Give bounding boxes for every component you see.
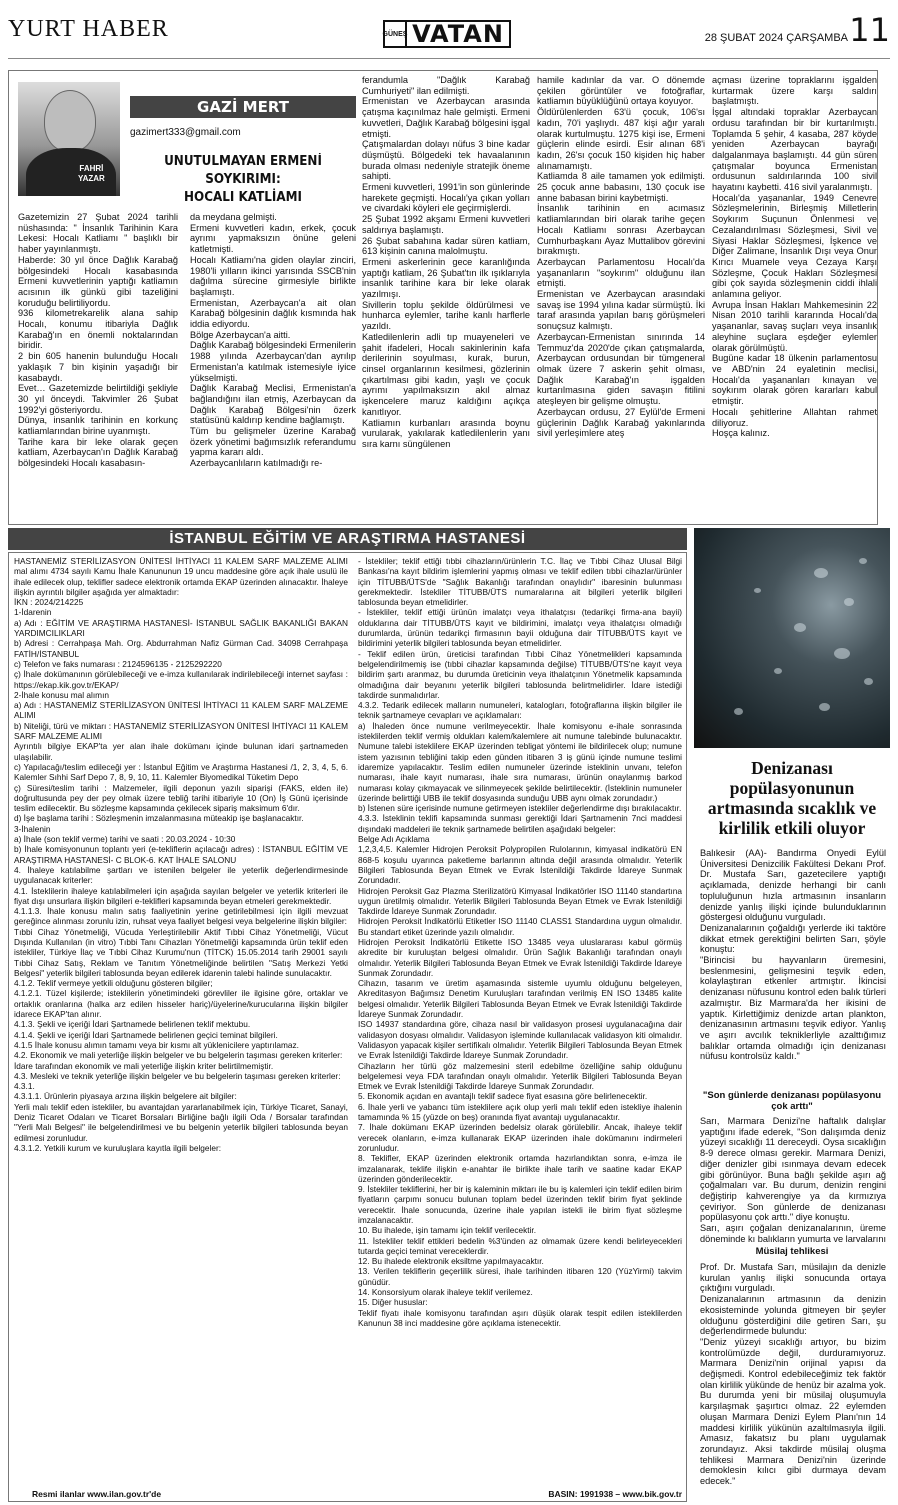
- ad-text-right: - İstekliler; teklif ettiği tıbbi cihazların/ürünlerin T.C. İlaç ve Tıbbi Cihaz Ulusal Bilgi Bankası'na kayıt bildirim işlemlerini yapmış olması ve teklif edilen tıbbi cihazlar/ürünler için TİTUBB/ÜTS'de "Sağlık Bakanlığı tarafından onaylıdır" ibaresinin bulunması gerekmektedir. İstekliler TİTUBB/ÜTS numaralarına ait bilgileri yeterlik bilgileri tablosunda beyan etmelidirler. - İstekliler, teklif ettiği ürünün imalatçı veya ithalatçısı (tedarikçi firma-ana bayii) olduklarına dair TİTUBB/ÜTS kayıt ve bildirimini, imalatçı veya ithalatçısı olmadığı durumlarda, ürünün tedarikçi firmasının bayii olduğuna dair TİTUBB/ÜTS kayıt ve bildirimini yeterlik bilgileri tablosunda beyan etmelidirler. - Teklif edilen ürün, üreticisi tarafından Tıbbi Cihaz Yönetmelikleri kapsamında belgelendirilmemiş ise (tıbbi cihazlar kapsamında değilse) TİTUBB/ÜTS'ne kayıt veya bildirim şartı aranmaz, bu durumda üreticinin veya ithalatçının Yönetmelik kapsamında olmadığına dair beyanını yeterlik bilgileri tablosunda belirtmelidirler. İdare istediği takdirde sunmalıdırlar. 4.3.2. Tedarik edilecek malların numuneleri, katalogları, fotoğraflarına ilişkin bilgiler ile teknik şartnameye cevapları ve açıklamaları: a) İhaleden önce numune verilmeyecektir. İhale komisyonu e-ihale sonrasında isteklilerden teklif vermiş oldukları kalem/kalemlere ait numune talebinde bulunacaktır. Numune talebi isteklilere EKAP üzerinden tebligat yöntemi ile bildirilecek olup; numune istem yazısının tebliğini takip eden günden itibaren 3 iş günü içinde numune teslimi idaremize yapılacaktır. Teslim edilen numuneler üzerinde isteklinin unvanı, telefon numarası, ihale kayıt numarası, ihale sıra numarası, ürünün onaylanmış barkod numarası kolay çıkmayacak ve silinmeyecek şekilde belirtilecektir. (İsteklinin numuneler üzerinde belirttiği UBB ile teklif dosyasında sunduğu UBB aynı olmak zorundadır.) b) İstenen süre içerisinde numune getirmeyen istekliler değerlendirme dışı bırakılacaktır. 4.3.3. İsteklinin teklifi kapsamında sunması gerektiği İdari Şartnamenin 7nci maddesi dışındaki maddeleri ile teknik şartnamede belirtilen aşağıdaki belgeler: Belge Adı Açıklama 1,2,3,4,5. Kalemler Hidrojen Peroksit Polypropilen Rulolarının, kimyasal indikatörü EN 868-5 koşulu uyarınca paketleme barlarının altında değil arasında olmalıdır. Yeterlik Bilgileri Tablosunda Beyan Etmek ve Evrak İstenildiği Takdirde İdareye Sunmak Zorundadır. Hidrojen Peroksit Gaz Plazma Sterilizatörü Kimyasal İndikatörler ISO 11140 standartına uygun üretilmiş olmalıdır. Yeterlik Bilgileri Tablosunda Beyan Etmek ve Evrak İstenildiği Takdirde İdareye Sunmak Zorundadır. Hidrojen Peroksit İndikatörlü Etiketler ISO 11140 CLASS1 Standardına uygun olmalıdır. Bu standart etiket üzerinde yazılı olmalıdır. Hidrojen Peroksit İndikatörlü Etikette ISO 13485 veya uluslararası kabul görmüş akredite bir kuruluştan belgesi olmalıdır. Ürün Sağlık Bakanlığı tarafından onaylı olmalıdır. Yeterlik Bilgileri Tablosunda Beyan Etmek ve Evrak İstenildiği Takdirde İdareye Sunmak Zorundadır. Cihazın, tasarım ve üretim aşamasında sistemle uyumlu olduğunu belgeleyen, Akreditasyon Bağımsız Denetim Kuruluşları tarafından verilmiş EN ISO 13485 kalite belgesi olmalıdır. Yeterlik Bilgileri Tablosunda Beyan Etmek ve Evrak İstenildiği Takdirde İdareye Sunmak Zorundadır. ISO 14937 standardına göre, cihaza nasıl bir validasyon prosesi uygulanacağına dair validasyon dosyası olmalıdır. Validasyon işleminde kullanılacak validasyon kiti olmalıdır. Validasyon yapacak kişiler sertifikalı olmalıdır. Yeterlik Bilgileri Tablosunda Beyan Etmek ve Evrak İstenildiği Takdirde İdareye Sunmak Zorundadır. Cihazların her türlü göz malzemesini steril edebilme özelliğine sahip olduğunu belgelemesi veya FDA tarafından onaylı olmalıdır. Yeterlik Bilgileri Tablosunda Beyan Etmek ve Evrak İstenildiği Takdirde İdareye Sunmak Zorundadır. 5. Ekonomik açıdan en avantajlı teklif sadece fiyat esasına göre belirlenecektir. 6. İhale yerli ve yabancı tüm isteklilere açık olup yerli malı teklif eden istekliye ihalenin tamamında % 15 (yüzde on beş) oranında fiyat avantajı uygulanacaktır. 7. İhale dokümanı EKAP üzerinden bedelsiz olarak görülebilir. Ancak, ihaleye teklif verecek olanların, e-imza kullanarak EKAP üzerinden ihale dokümanını indirmeleri zorunludur. 8. Teklifler, EKAP üzerinden elektronik ortamda hazırlandıktan sonra, e-imza ile imzalanarak, teklife ilişkin e-anahtar ile birlikte ihale tarih ve saatine kadar EKAP üzerinden gönderilecektir. 9. İstekliler tekliflerini, her bir iş kaleminin miktarı ile bu iş kalemleri için teklif edilen birim fiyatların çarpımı sonucu bulunan toplam bedel üzerinden teklif birim fiyat şeklinde verecektir. İhale sonucunda, üzerine ihale yapılan istekli ile birim fiyat sözleşme imzalanacaktır. 10. Bu ihalede, işin tamamı için teklif verilecektir. 11. İstekliler teklif ettikleri bedelin %3'ünden az olmamak üzere kendi belirleyecekleri tutarda geçici teminat vereceklerdir. 12. Bu ihalede elektronik eksiltme yapılmayacaktır. 13. Verilen tekliflerin geçerlilik süresi, ihale tarihinden itibaren 120 (YüzYirmi) takvim günüdür. 14. Konsorsiyum olarak ihaleye teklif verilemez. 15. Diğer hususlar: Teklif fiyatı ihale komisyonu tarafından aşırı düşük olarak tespit edilen isteklilerden Kanunun 38 inci maddesine göre açıklama istenecektir.: [358, 556, 682, 1328]
- column-title: UNUTULMAYAN ERMENİ SOYKIRIMI: HOCALI KATLİAMI: [164, 154, 322, 205]
- author-photo-head: [44, 90, 96, 152]
- news-subheading-2: Müsilaj tehlikesi: [755, 1246, 829, 1257]
- jellyfish-photo: [694, 528, 890, 748]
- author-email[interactable]: gazimert333@gmail.com: [130, 127, 241, 138]
- author-name: GAZİ MERT: [130, 96, 356, 118]
- page-number: 11: [849, 11, 890, 49]
- column-text-1: Gazetemizin 27 Şubat 2024 tarihli nüshasında: " İnsanlık Tarihinin Kara Lekesi: Hocalı Katliamı " başlıklı bir haber yayınlanmıştı. Haberde: 30 yıl önce Dağlık Karabağ bölgesindeki Hocalı kasabasında Ermeni kuvvetlerinin yaptığı katliamın acısının ilk günkü gibi tazeliğini koruduğu belirtiliyordu. 936 kilometrekarelik alana sahip Hocalı, konumu itibariyla Dağlık Karabağ'ın en önemli noktalarından biridir. 2 bin 605 hanenin bulunduğu Hocalı yaklaşık 7 bin kişinin yaşadığı bir kasabaydı. Evet… Gazetemizde belirtildiği şekliyle 30 yıl önceydi. Takvimler 26 Şubat 1992'yi gösteriyordu. Dünya, insanlık tarihinin en korkunç katliamlarından birine uyanmıştı. Tarihe kara bir leke olarak geçen katliam, Azerbaycan'ın Dağlık Karabağ bölgesindeki Hocalı kasabasın-: [18, 212, 178, 469]
- ad-text-left: HASTANEMİZ STERİLİZASYON ÜNİTESİ İHTİYACI 11 KALEM SARF MALZEME ALIMI mal alımı 4734 sayılı Kamu İhale Kanununun 19 uncu maddesine göre açık ihale usulü ile ihale edilecek olup, teklifler sadece elektronik ortamda EKAP üzerinden alınacaktır. İhaleye ilişkin ayrıntılı bilgiler aşağıda yer almaktadır: İKN : 2024/214225 1-İdarenin a) Adı : EĞİTİM VE ARAŞTIRMA HASTANESİ- İSTANBUL SAĞLIK BAKANLIĞI BAKAN YARDIMCILIKLARI b) Adresi : Cerrahpaşa Mah. Org. Abdurrahman Nafiz Gürman Cad. 34098 Cerrahpaşa FATİH/İSTANBUL c) Telefon ve faks numarası : 2124596135 - 2125292220 ç) İhale dokümanının görülebileceği ve e-imza kullanılarak indirilebileceği internet sayfası : https://ekap.kik.gov.tr/EKAP/ 2-İhale konusu mal alımın a) Adı : HASTANEMİZ STERİLİZASYON ÜNİTESİ İHTİYACI 11 KALEM SARF MALZEME ALIMI b) Niteliği, türü ve miktarı : HASTANEMİZ STERİLİZASYON ÜNİTESİ İHTİYACI 11 KALEM SARF MALZEME ALIMI Ayrıntılı bilgiye EKAP'ta yer alan ihale dokümanı içinde bulunan idari şartnameden ulaşılabilir. c) Yapılacağı/teslim edileceği yer : İstanbul Eğitim ve Araştırma Hastanesi /1, 2, 3, 4, 5, 6. Kalemler Sıhhi Sarf Depo 7, 8, 9, 10, 11. Kalemler Biyomedikal Tüketim Depo ç) Süresi/teslim tarihi : Malzemeler, ilgili deponun yazılı siparişi (FAKS, elden ile) doğrultusunda pey der pey olmak üzere tebliğ tarihi itibariyle 10 (On) İş Günü içerisinde teslim edilecektir. Bu sözleşme kapsamında çekilecek sipariş maksimum 6'dır. d) İşe başlama tarihi : Sözleşmenin imzalanmasına müteakip işe başlanacaktır. 3-İhalenin a) İhale (son teklif verme) tarihi ve saati : 20.03.2024 - 10:30 b) İhale komisyonunun toplantı yeri (e-tekliflerin açılacağı adres) : İSTANBUL EĞİTİM VE ARAŞTIRMA HASTANESİ- C BLOK-6. KAT İHALE SALONU 4. İhaleye katılabilme şartları ve istenilen belgeler ile yeterlik değerlendirmesinde uygulanacak kriterler: 4.1. İsteklilerin ihaleye katılabilmeleri için aşağıda sayılan belgeler ve yeterlik kriterleri ile fiyat dışı unsurlara ilişkin bilgileri e-teklifleri kapsamında beyan etmeleri gerekmektedir. 4.1.1.3. İhale konusu malın satış faaliyetinin yerine getirilebilmesi için ilgili mevzuat gereğince alınması zorunlu izin, ruhsat veya faaliyet belgesi veya belgelerine ilişkin bilgiler: Tıbbi Cihaz Yönetmeliği, Vücuda Yerleştirilebilir Aktif Tıbbi Cihaz Yönetmeliği, Vücut Dışında Kullanılan (in vitro) Tıbbi Tanı Cihazları Yönetmeliği kapsamında ürün teklif eden istekliler, Türkiye İlaç ve Tıbbi Cihaz Kurumu'nun (TİTCK) 15.05.2014 tarih 29001 sayılı Tıbbi Cihaz Satış, Reklam ve Tanıtım Yönetmeliğinde belirtilen "Satış Merkezi Yetki Belgesi" yeterlik bilgileri tablosunda beyan edilerek idarenin talebi halinde sunulacaktır. 4.1.2. Teklif vermeye yetkili olduğunu gösteren bilgiler; 4.1.2.1. Tüzel kişilerde; isteklilerin yönetimindeki görevliler ile ilgisine göre, ortaklar ve ortaklık oranlarına (halka arz edilen hisseler hariç)/üyelerine/kurucularına ilişkin bilgiler idarece EKAP'tan alınır. 4.1.3. Şekli ve içeriği İdari Şartnamede belirlenen teklif mektubu. 4.1.4. Şekli ve içeriği İdari Şartnamede belirlenen geçici teminat bilgileri. 4.1.5 İhale konusu alımın tamamı veya bir kısmı alt yüklenicilere yaptırılamaz. 4.2. Ekonomik ve mali yeterliğe ilişkin belgeler ve bu belgelerin taşıması gereken kriterler: İdare tarafından ekonomik ve mali yeterliğe ilişkin kriter belirtilmemiştir. 4.3. Mesleki ve teknik yeterliğe ilişkin belgeler ve bu belgelerin taşıması gereken kriterler: 4.3.1. 4.3.1.1. Ürünlerin piyasaya arzına ilişkin belgelere ait bilgiler: Yerli malı teklif eden istekliler, bu avantajdan yararlanabilmek için, Türkiye Ticaret, Sanayi, Deniz Ticaret Odaları ve Ticaret Borsaları Birliğine bağlı ilgili Oda / Borsalar tarafından "Yerli Malı Belgesi" ile belgelendirilmesi ve bu belgenin yeterlik bilgileri tablosunda beyan edilmesi zorunludur. 4.3.1.2. Yetkili kurum ve kuruluşlara kayıtla ilgili belgeler:: [14, 556, 348, 1153]
- column-text-5: açması üzerine topraklarını işgalden kurtarmak üzere karşı saldırı başlatmıştı. İşgal altındaki topraklar Azerbaycan ordusu tarafından bir bir kurtarılmıştı. Toplamda 5 şehir, 4 kasaba, 287 köyde yeniden Azerbaycan bayrağı dalgalanmaya başlamıştı. 44 gün süren çatışmalar boyunca Ermenistan ordusunun saldırılarında 100 sivil hayatını kaybetti. 416 sivil yaralanmıştı. Hocalı'da yaşananlar, 1949 Cenevre Sözleşmelerinin, Birleşmiş Milletlerin Soykırım Suçunun Önlenmesi ve Cezalandırılması Sözleşmesi, Sivil ve Siyasi Haklar Sözleşmesi, İşkence ve Diğer Zalimane, İnsanlık Dışı veya Onur Kırıcı Muamele veya Cezaya Karşı Sözleşme, Çocuk Hakları Sözleşmesi gibi çok sayıda sözleşmenin ciddi ihlali anlamına geliyor. Avrupa İnsan Hakları Mahkemesinin 22 Nisan 2010 tarihli kararında Hocalı'da yaşananlar, savaş suçları veya insanlık aleyhine suçlara eşdeğer eylemler olarak görülmüştü. Bugüne kadar 18 ülkenin parlamentosu ve ABD'nin 24 eyaletinin meclisi, Hocalı'da yaşananları kınayan ve soykırım olarak gören kararları kabul etmiştir. Hocalı şehitlerine Allahtan rahmet diliyoruz. Hoşça kalınız.: [712, 75, 877, 439]
- issue-date: 28 ŞUBAT 2024 ÇARŞAMBA: [704, 32, 848, 44]
- ad-footer-left[interactable]: Resmi ilanlar www.ilan.gov.tr'de: [32, 1489, 162, 1499]
- header-rule: [8, 58, 890, 59]
- column-text-3: ferandumla "Dağlık Karabağ Cumhuriyeti" ilan edilmişti. Ermenistan ve Azerbaycan arasında çatışma kaçınılmaz hale gelmişti. Ermeni kuvvetleri, Dağlık Karabağ bölgesini işgal etmişti. Çatışmalardan dolayı nüfus 3 bine kadar düşmüştü. Bölgedeki tek havaalanının burada olması nedeniyle stratejik öneme sahipti. Ermeni kuvvetleri, 1991'in son günlerinde harekete geçmişti. Hocalı'ya çıkan yolları ve civardaki köyleri ele geçirmişlerdi. 25 Şubat 1992 akşamı Ermeni kuvvetleri saldırıya başlamıştı. 26 Şubat sabahına kadar süren katliam, 613 kişinin canına malolmuştu. Ermeni askerlerinin gece karanlığında yaptığı katliam, 26 Şubat'tın ilk ışıklarıyla insanlık tarihine kara bir leke olarak yazılmışı. Sivillerin toplu şekilde öldürülmesi ve hunharca eylemler, tarihe kanlı harflerle yazıldı. Katledilenlerin adli tıp muayeneleri ve şahit ifadeleri, Hocalı sakinlerinin kafa derilerinin soyulması, kurak, burun, cinsel organlarının kesilmesi, gözlerinin çıkartılması gibi kadın, yaşlı ve çocuk ayrımı yapılmaksızın akıl almaz işkencelere maruz kaldığını açıkça kanıtlıyor. Katliamın kurbanları arasında boynu vurularak, yakılarak katledilenlerin yanı sıra karnı süngülenen: [362, 75, 530, 449]
- author-photo-caption: FAHRİ YAZAR: [78, 164, 105, 183]
- logo-emblem: GÜNEŞ: [385, 22, 407, 46]
- logo-text: VATAN: [412, 20, 504, 48]
- column-text-4: hamile kadınlar da var. O dönemde çekilen görüntüler ve fotoğraflar, katliamın büyüklüğünü ortaya koyuyor. Öldürülenlerden 63'ü çocuk, 106'sı kadın, 70'i yaşlıydı. 487 kişi ağır yaralı olarak kurtulmuştu. 1275 kişi ise, Ermeni güçlerin elinde esirdi. Esir alınan 68'i kadın, 26'sı çocuk 150 kişiden hiç haber alınamamıştı. Katliamda 8 aile tamamen yok edilmişti. 25 çocuk anne babasını, 130 çocuk ise anne babasan birini kaybetmişti. İnsanlık tarihinin en acımasız katliamlarından biri olarak tarihe geçen Hocalı Katliamı sonrası Azerbaycan Cumhurbaşkanı Ayaz Muttalibov görevini bırakmıştı. Azerbaycan Parlamentosu Hocalı'da yaşananların "soykırım" olduğunu ilan etmişti. Ermenistan ve Azerbaycan arasındaki savaş ise 1994 yılına kadar sürmüştü. İki taraf arasında yapılan barış görüşmeleri sonuçsuz kalmıştı. Azerbaycan-Ermenistan sınırında 14 Temmuz'da 2020'de çıkan çatışmalarda, Azerbaycan ordusundan bir tümgeneral olmak üzere 7 askerin şehit olması, Dağlık Karabağ'ın işgalden kurtarılmasına giden savaşın fitilini ateşleyen bir gelişme olmuştu. Azerbaycan ordusu, 27 Eylül'de Ermeni güçlerinin Dağlık Karabağ yakınlarında sivil yerleşimlere ateş: [537, 75, 705, 439]
- newspaper-logo: [383, 20, 511, 48]
- news-subheading-1: "Son günlerde denizanası popülasyonu çok arttı": [702, 1090, 882, 1112]
- column-text-2: da meydana gelmişti. Ermeni kuvvetleri kadın, erkek, çocuk ayrımı yapmaksızın önüne geleni katletmişti. Hocalı Katliamı'na giden olaylar zinciri, 1980'li yılların ikinci yarısında SSCB'nin dağılma sürecine girmesiyle birlikte başlamıştı. Ermenistan, Azerbaycan'a ait olan Karabağ bölgesinin dağlık kısmında hak iddia ediyordu. Bölge Azerbaycan'a aitti. Dağlık Karabağ bölgesindeki Ermenilerin 1988 yılında Azerbaycan'dan ayrılıp Ermenistan'a katılmak istemesiyle iyice yükselmişti. Dağlık Karabağ Meclisi, Ermenistan'a bağlandığını ilan etmiş, Azerbaycan da Dağlık Karabağ Bölgesi'nin özerk statüsünü kaldırıp kendine bağlamıştı. Tüm bu gelişmeler üzerine Karabağ özerk yönetimi bağımsızlık referandumu yapma kararı aldı. Azerbaycanlıların katılmadığı re-: [190, 212, 356, 469]
- news-body-3: Prof. Dr. Mustafa Sarı, müsilajın da denizle kurulan yanlış ilişki sonucunda ortaya çıktığını vurguladı. Denizanalarının artmasının da denizin ekosisteminde yolunda gitmeyen bir şeyler olduğunu gösterdiğini dile getiren Sarı, şu değerlendirmede bulundu: "Deniz yüzeyi sıcaklığı artıyor, bu bizim kontrolümüzde değil, durduramıyoruz. Marmara Denizi'nin orijinal yapısı da değişmedi. Kontrol edebileceğimiz tek faktör olan kirlilik yükünde de henüz bir azalma yok. Bu durumda yeni bir müsilaj oluşumuyla karşılaşmak şaşırtıcı olmaz. 22 eylemden oluşan Marmara Denizi Eylem Planı'nın 14 maddesi kirlilik yükünün azaltılmasıyla ilgili. Amasız, fakatsız bu planı uygulamak zorundayız. Aksi takdirde müsilaj oluşma tehlikesi Marmara Denizi'nin üzerinde demoklesin kılıcı gibi durmaya devam edecek.": [700, 1262, 886, 1487]
- section-name: YURT HABER: [8, 16, 169, 42]
- page-header: [0, 0, 898, 58]
- ad-footer-right[interactable]: BASIN: 1991938 – www.bik.gov.tr: [548, 1489, 682, 1499]
- ad-title: İSTANBUL EĞİTİM VE ARAŞTIRMA HASTANESİ: [8, 528, 687, 550]
- news-body-2: Sarı, Marmara Denizi'ne haftalık dalışlar yaptığını ifade ederek, "Son dalışımda deniz yüzeyi sıcaklığı 11 dereceydi. Oysa sıcaklığın 8-9 derece olması gerekir. Marmara Denizi, diğer denizler gibi ısınmaya devam edecek gibi görünüyor. Buna bağlı şekilde aşırı ağ çoğalmaları var. Bu durum, denizin rengini değiştirip kahverengiye ya da kırmızıya çeviriyor. Son günlerde de denizanası popülasyonu çok arttı." diye konuştu. Sarı, aşırı çoğalan denizanalarının, üreme döneminde kı balıkların yumurta ve larvalarını: [700, 1116, 886, 1244]
- news-body-1: Balıkesir (AA)- Bandırma Onyedi Eylül Üniversitesi Denizcilik Fakültesi Dekanı Prof. Dr. Mustafa Sarı, gazetecilere yaptığı açıklamada, denizde herhangi bir canlı topluluğunun hızla artmasının insanların denizde yanlış ilişki içinde bulunduklarının göstergesi olduğunu vurguladı. Denizanalarının çoğaldığı yerlerde iki taktöre dikkat etmek gerektiğini belirten Sarı, şöyle konuştu: "Birincisi bu hayvanların üremesini, beslenmesini, gelişmesini teşvik eden, kolaylaştıran etkenler artmıştır. İkincisi denizanası nüfusunu kontrol eden balık türleri azalmıştır. Biz Marmara'da her ikisini de yaptık. Kirlettiğimiz denizde artan plankton, denizanasının artmasını teşvik ediyor. Yanlış ve aşırı avcılık tekniklerliyle azalttığımız balıklar ortamda olmadığı için denizanası nüfusu kontrolsüz kaldı.": [700, 848, 886, 1062]
- author-photo: [18, 82, 120, 196]
- news-headline: Denizanası popülasyonunun artmasında sıcaklık ve kirlilik etkili oluyor: [707, 758, 877, 838]
